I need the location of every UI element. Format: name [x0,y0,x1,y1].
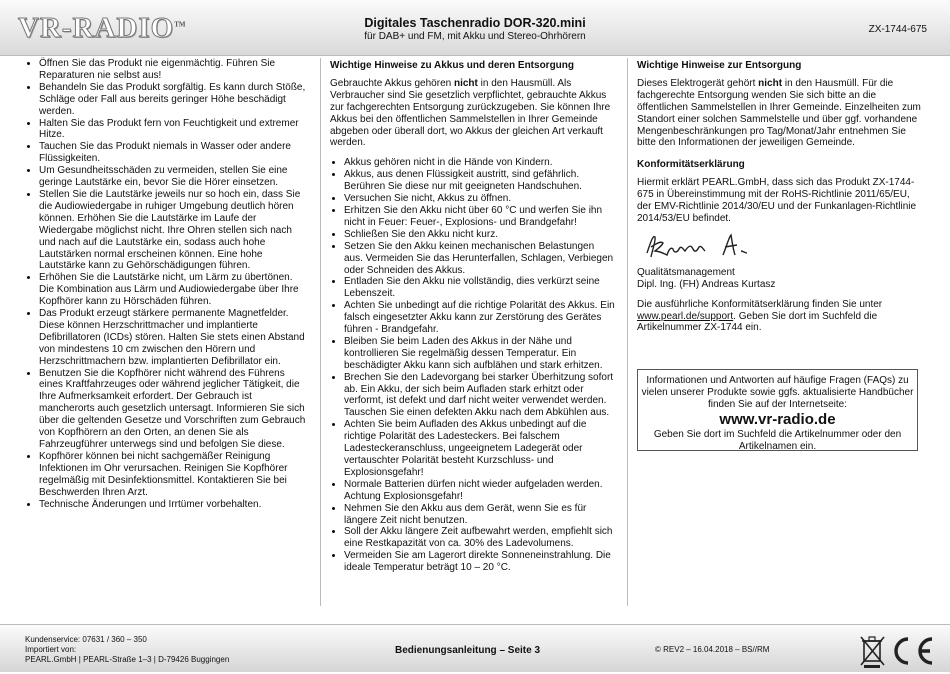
list-item: • Versuchen Sie nicht, Akkus zu öffnen. [344,193,615,205]
battery-list [330,157,615,574]
importer-address: PEARL.GmbH | PEARL-Straße 1–3 | D-79426 Buggingen [25,655,230,664]
list-item: • Das Produkt erzeugt stärkere permanente Magnetfelder. Diese können Herzschrittmacher und implantierte Defibrillatoren (ICDs) stören. Halten Sie stets einen Abstand von mindestens 10 cm zwischen den Hörern und Herzschrittmachern bzw. implantierten Defibrillator ein. [39,308,310,368]
list-item: • Entladen Sie den Akku nie vollständig, dies verkürzt seine Lebenszeit. [344,276,615,300]
battery-heading: Wichtige Hinweise zu Akkus und deren Entsorgung [330,60,575,71]
list-item: • Bleiben Sie beim Laden des Akkus in der Nähe und kontrollieren Sie regelmäßig dessen Temperatur. Ein beschädigter Akku kann sich aufblähen und stark erhitzen. [344,336,615,372]
list-item: • Akkus gehören nicht in die Hände von Kindern. [344,157,615,169]
list-item: • Öffnen Sie das Produkt nie eigenmächtig. Führen Sie Reparaturen nie selbst aus! [39,58,310,82]
list-item: • Akkus, aus denen Flüssigkeit austritt, sind gefährlich. Berühren Sie diese nur mit geeigneten Handschuhen. [344,169,615,193]
list-item: • Kopfhörer können bei nicht sachgemäßer Reinigung Infektionen im Ohr verursachen. Reinigen Sie Kopfhörer regelmäßig mit Desinfektionsmittel. Kontaktieren Sie bei Beschwerden Ihren Arzt. [39,451,310,499]
list-item: • Setzen Sie den Akku keinen mechanischen Belastungen aus. Vermeiden Sie das Herunterfallen, Schlagen, Verbiegen oder Schneiden des Akkus. [344,241,615,277]
signature-image [643,231,763,261]
disposal-text: Dieses Elektrogerät gehört nicht in den Hausmüll. Für die fachgerechte Entsorgung wenden Sie sich bitte an die öffentlichen Sammelstellen in Ihrer Gemeinde. Einzelheiten zum Standort einer solchen Sammelstelle und über ggf. vorhandene Mengenbeschränkungen pro Tag/Monat/Jahr entnehmen Sie bitte den Informationen der jeweiligen Gemeinde. [637,77,921,149]
page-header [0,0,950,56]
battery-intro: Gebrauchte Akkus gehören nicht in den Hausmüll. Als Verbraucher sind Sie gesetzlich verpflichtet, gebrauchte Akkus zur fachgerechten Entsorgung zurückzugeben. Sie können Ihre Akkus bei den öffentlichen Sammelstellen in Ihrer Gemeinde abgeben oder überall dort, wo Akkus der gleichen Art verkauft werden. [330,77,611,149]
list-item: • Achten Sie beim Aufladen des Akkus unbedingt auf die richtige Polarität des Ladesteckers. Bei falschem Ladesteckeranschluss, ungeeignetem Ladegerät oder vertauschter Polarität besteht Kurzschluss- und Explosionsgefahr! [344,419,615,479]
list-item: • Erhitzen Sie den Akku nicht über 60 °C und werfen Sie ihn nicht in Feuer: Feuer-, Explosions- und Brandgefahr! [344,205,615,229]
column-divider [320,58,321,606]
conformity-text: Hiermit erklärt PEARL.GmbH, dass sich das Produkt ZX-1744-675 in Übereinstimmung mit der RoHS-Richtlinie 2011/65/EU, der EMV-Richtlinie 2014/30/EU und der Funkanlagen-Richtlinie 2014/53/EU befindet. [637,177,917,224]
list-item: • Brechen Sie den Ladevorgang bei starker Überhitzung sofort ab. Ein Akku, der sich beim Aufladen stark erhitzt oder verformt, ist defekt und darf nicht weiter verwendet werden. Tauschen Sie einen defekten Akku nach dem Abkühlen aus. [344,372,615,420]
list-item: • Soll der Akku längere Zeit aufbewahrt werden, empfiehlt sich eine Restkapazität von ca. 30% des Ladevolumens. [344,526,615,550]
disposal-column [637,58,922,334]
page-number: Bedienungsanleitung – Seite 3 [395,645,541,656]
weee-bin-icon [861,637,884,668]
importer-label: Importiert von: [25,645,77,654]
signer-role: Qualitätsmanagement [637,266,735,278]
full-declaration: Die ausführliche Konformitätserklärung finden Sie unter www.pearl.de/support. Geben Sie dort im Suchfeld die Artikelnummer ZX-1744 ein. [637,298,883,334]
list-item: • Vermeiden Sie am Lagerort direkte Sonneneinstrahlung. Die ideale Temperatur beträgt 10 – 20 °C. [344,550,615,574]
safety-column [25,58,310,510]
signer-name: Dipl. Ing. (FH) Andreas Kurtasz [637,278,776,290]
column-divider [627,58,628,606]
list-item: • Behandeln Sie das Produkt sorgfältig. Es kann durch Stöße, Schläge oder Fall aus bereits geringer Höhe beschädigt werden. [39,82,310,118]
battery-column [330,58,615,574]
list-item: • Nehmen Sie den Akku aus dem Gerät, wenn Sie es für längere Zeit nicht benutzen. [344,503,615,527]
list-item: • Stellen Sie die Lautstärke jeweils nur so hoch ein, dass Sie die Audiowiedergabe in ruhiger Umgebung deutlich hören können. Erhöhen Sie die Lautstärke im Laufe der Wiedergabe möglichst nicht. Ihre Ohren stellen sich nach und nach auf die Lautstärke ein, sodass auch hohe Lautstärken normal erscheinen können. Eine hohe Lautstärke kann zu Gehörschädigungen führen. [39,189,310,272]
compliance-marks [860,633,940,674]
list-item: • Benutzen Sie die Kopfhörer nicht während des Führens eines Kraftfahrzeuges oder während jeglicher Tätigkeit, die Ihre Aufmerksamkeit erfordert. Der Gebrauch ist mancherorts auch gesetzlich untersagt. Informieren Sie sich über die geltenden Gesetze und Vorschriften zum Gebrauch von Kopfhörern an den Orten, an denen Sie als Fahrzeugführer unterwegs sind und befolgen Sie diese. [39,368,310,451]
faq-box [637,369,918,451]
product-subtitle: für DAB+ und FM, mit Akku und Stereo-Ohrhörern [364,31,586,42]
list-item: • Um Gesundheitsschäden zu vermeiden, stellen Sie eine geringe Lautstärke ein, bevor Sie die Hörer einsetzen. [39,165,310,189]
safety-list [25,58,310,510]
disposal-heading: Wichtige Hinweise zur Entsorgung [637,60,802,71]
service-line: Kundenservice: 07631 / 360 – 350 [25,635,147,644]
list-item: • Tauchen Sie das Produkt niemals in Wasser oder andere Flüssigkeiten. [39,141,310,165]
page-footer [0,624,950,672]
list-item: • Technische Änderungen und Irrtümer vorbehalten. [39,499,310,511]
list-item: • Achten Sie unbedingt auf die richtige Polarität des Akkus. Ein falsch eingesetzter Akku kann zur Zerstörung des Gerätes führen - Brandgefahr. [344,300,615,336]
list-item: • Halten Sie das Produkt fern von Feuchtigkeit und extremer Hitze. [39,118,310,142]
faq-url[interactable]: www.vr-radio.de [719,411,836,428]
revision-info: © REV2 – 16.04.2018 – BS//RM [655,645,770,654]
item-number: ZX-1744-675 [868,24,927,35]
faq-text: Informationen und Antworten auf häufige Fragen (FAQs) zu vielen unserer Produkte sowie ggfs. aktualisierte Handbücher finden Sie auf der Internetseite: [641,375,914,410]
support-link[interactable]: www.pearl.de/support [637,310,734,322]
footer-contact [25,635,229,665]
ce-mark-icon [896,639,932,663]
brand-logo: VR-RADIO™ [18,12,186,44]
conformity-heading: Konformitätserklärung [637,159,745,171]
faq-hint: Geben Sie dort im Suchfeld die Artikelnummer oder den Artikelnamen ein. [653,429,902,452]
product-title: Digitales Taschenradio DOR-320.mini [364,16,586,30]
list-item: • Normale Batterien dürfen nicht wieder aufgeladen werden. Achtung Explosionsgefahr! [344,479,615,503]
list-item: • Erhöhen Sie die Lautstärke nicht, um Lärm zu übertönen. Die Kombination aus Lärm und Audiowiedergabe über Ihre Kopfhörer kann zu Hörschäden führen. [39,272,310,308]
list-item: • Schließen Sie den Akku nicht kurz. [344,229,615,241]
